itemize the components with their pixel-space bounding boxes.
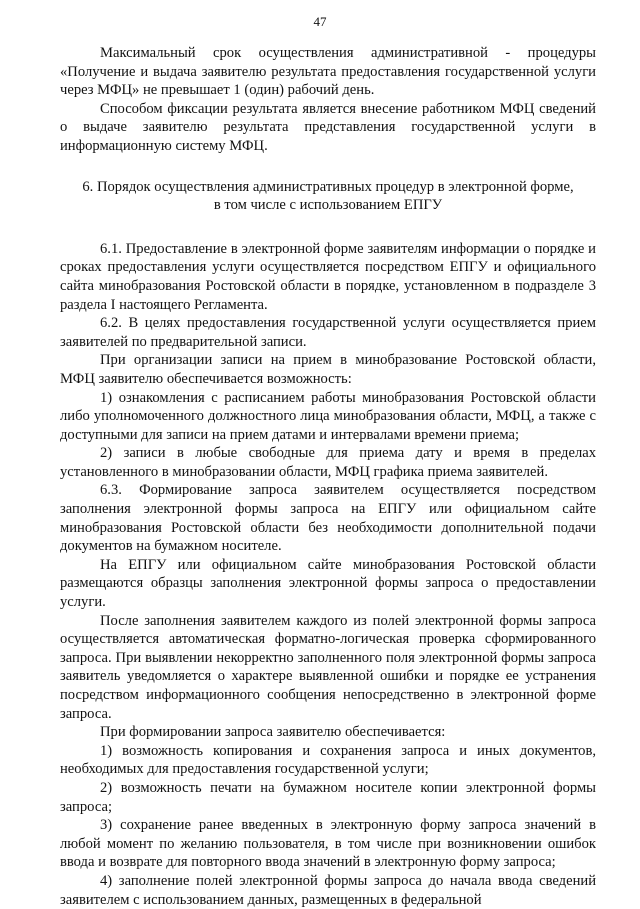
paragraph-request-item-1: 1) возможность копирования и сохранения запроса и иных документов, необходимых для предоставления государственной услуги;: [60, 742, 596, 778]
paragraph-appointment-item-2: 2) записи в любые свободные для приема дату и время в пределах установленного в минобразовании области, МФЦ графика приема заявителей.: [60, 445, 596, 480]
paragraph-request-intro: При формировании запроса заявителю обеспечивается:: [100, 724, 446, 741]
paragraph-max-duration: Максимальный срок осуществления административной - процедуры «Получение и выдача заявителю результата предоставления государственной услуги через МФЦ» не превышает 1 (один) рабочий день.: [60, 45, 596, 99]
section-heading-line-1: 6. Порядок осуществления административных процедур в электронной форме,: [82, 178, 574, 195]
paragraph-6-3: 6.3. Формирование запроса заявителем осуществляется посредством заполнения электронной формы запроса на ЕПГУ или официальном сайте минобразования Ростовской области без необходимости дополнительной подачи документов на бумажном носителе.: [60, 482, 596, 555]
paragraph-form-samples: На ЕПГУ или официальном сайте минобразования Ростовской области размещаются образцы заполнения электронной формы запроса о предоставлении услуги.: [60, 556, 596, 611]
paragraph-request-item-3: 3) сохранение ранее введенных в электронную форму запроса значений в любой момент по желанию пользователя, в том числе при возникновении ошибок ввода и возврате для повторного ввода значений в электронную форму запроса;: [60, 817, 596, 871]
paragraph-6-2: 6.2. В целях предоставления государственной услуги осуществляется прием заявителей по предварительной записи.: [60, 315, 596, 350]
section-heading-line-2: в том числе с использованием ЕПГУ: [213, 197, 443, 214]
section-heading: [60, 178, 596, 215]
paragraph-format-check: После заполнения заявителем каждого из полей электронной формы запроса осуществляется автоматическая форматно-логическая проверка сформированного запроса. При выявлении некорректно заполненного поля электронной формы запроса заявитель уведомляется о характере выявленной ошибки и порядке ее устранения посредством информационного сообщения непосредственно в электронной форме запроса.: [60, 612, 596, 722]
paragraph-request-item-2: 2) возможность печати на бумажном носителе копии электронной формы запроса;: [60, 779, 596, 815]
paragraph-appointment-intro: При организации записи на прием в минобразование Ростовской области, МФЦ заявителю обеспечивается возможность:: [60, 352, 596, 387]
paragraph-fixation-method: Способом фиксации результата является внесение работником МФЦ сведений о выдаче заявителю результата представления государственной услуги в информационную систему МФЦ.: [60, 100, 596, 154]
paragraph-request-item-4: 4) заполнение полей электронной формы запроса до начала ввода сведений заявителем с использованием данных, размещенных в федеральной: [60, 872, 596, 908]
paragraph-6-1: 6.1. Предоставление в электронной форме заявителям информации о порядке и сроках предоставления услуги осуществляется посредством ЕПГУ и официального сайта минобразования Ростовской области в порядке, установленном в подразделе 3 раздела I настоящего Регламента.: [60, 240, 596, 313]
paragraph-appointment-item-1: 1) ознакомления с расписанием работы минобразования Ростовской области либо уполномоченного должностного лица минобразования области, МФЦ, а также с доступными для записи на прием датами и интервалами времени приема;: [60, 389, 596, 443]
page-content: [60, 44, 596, 909]
page-number: 47: [313, 14, 327, 29]
